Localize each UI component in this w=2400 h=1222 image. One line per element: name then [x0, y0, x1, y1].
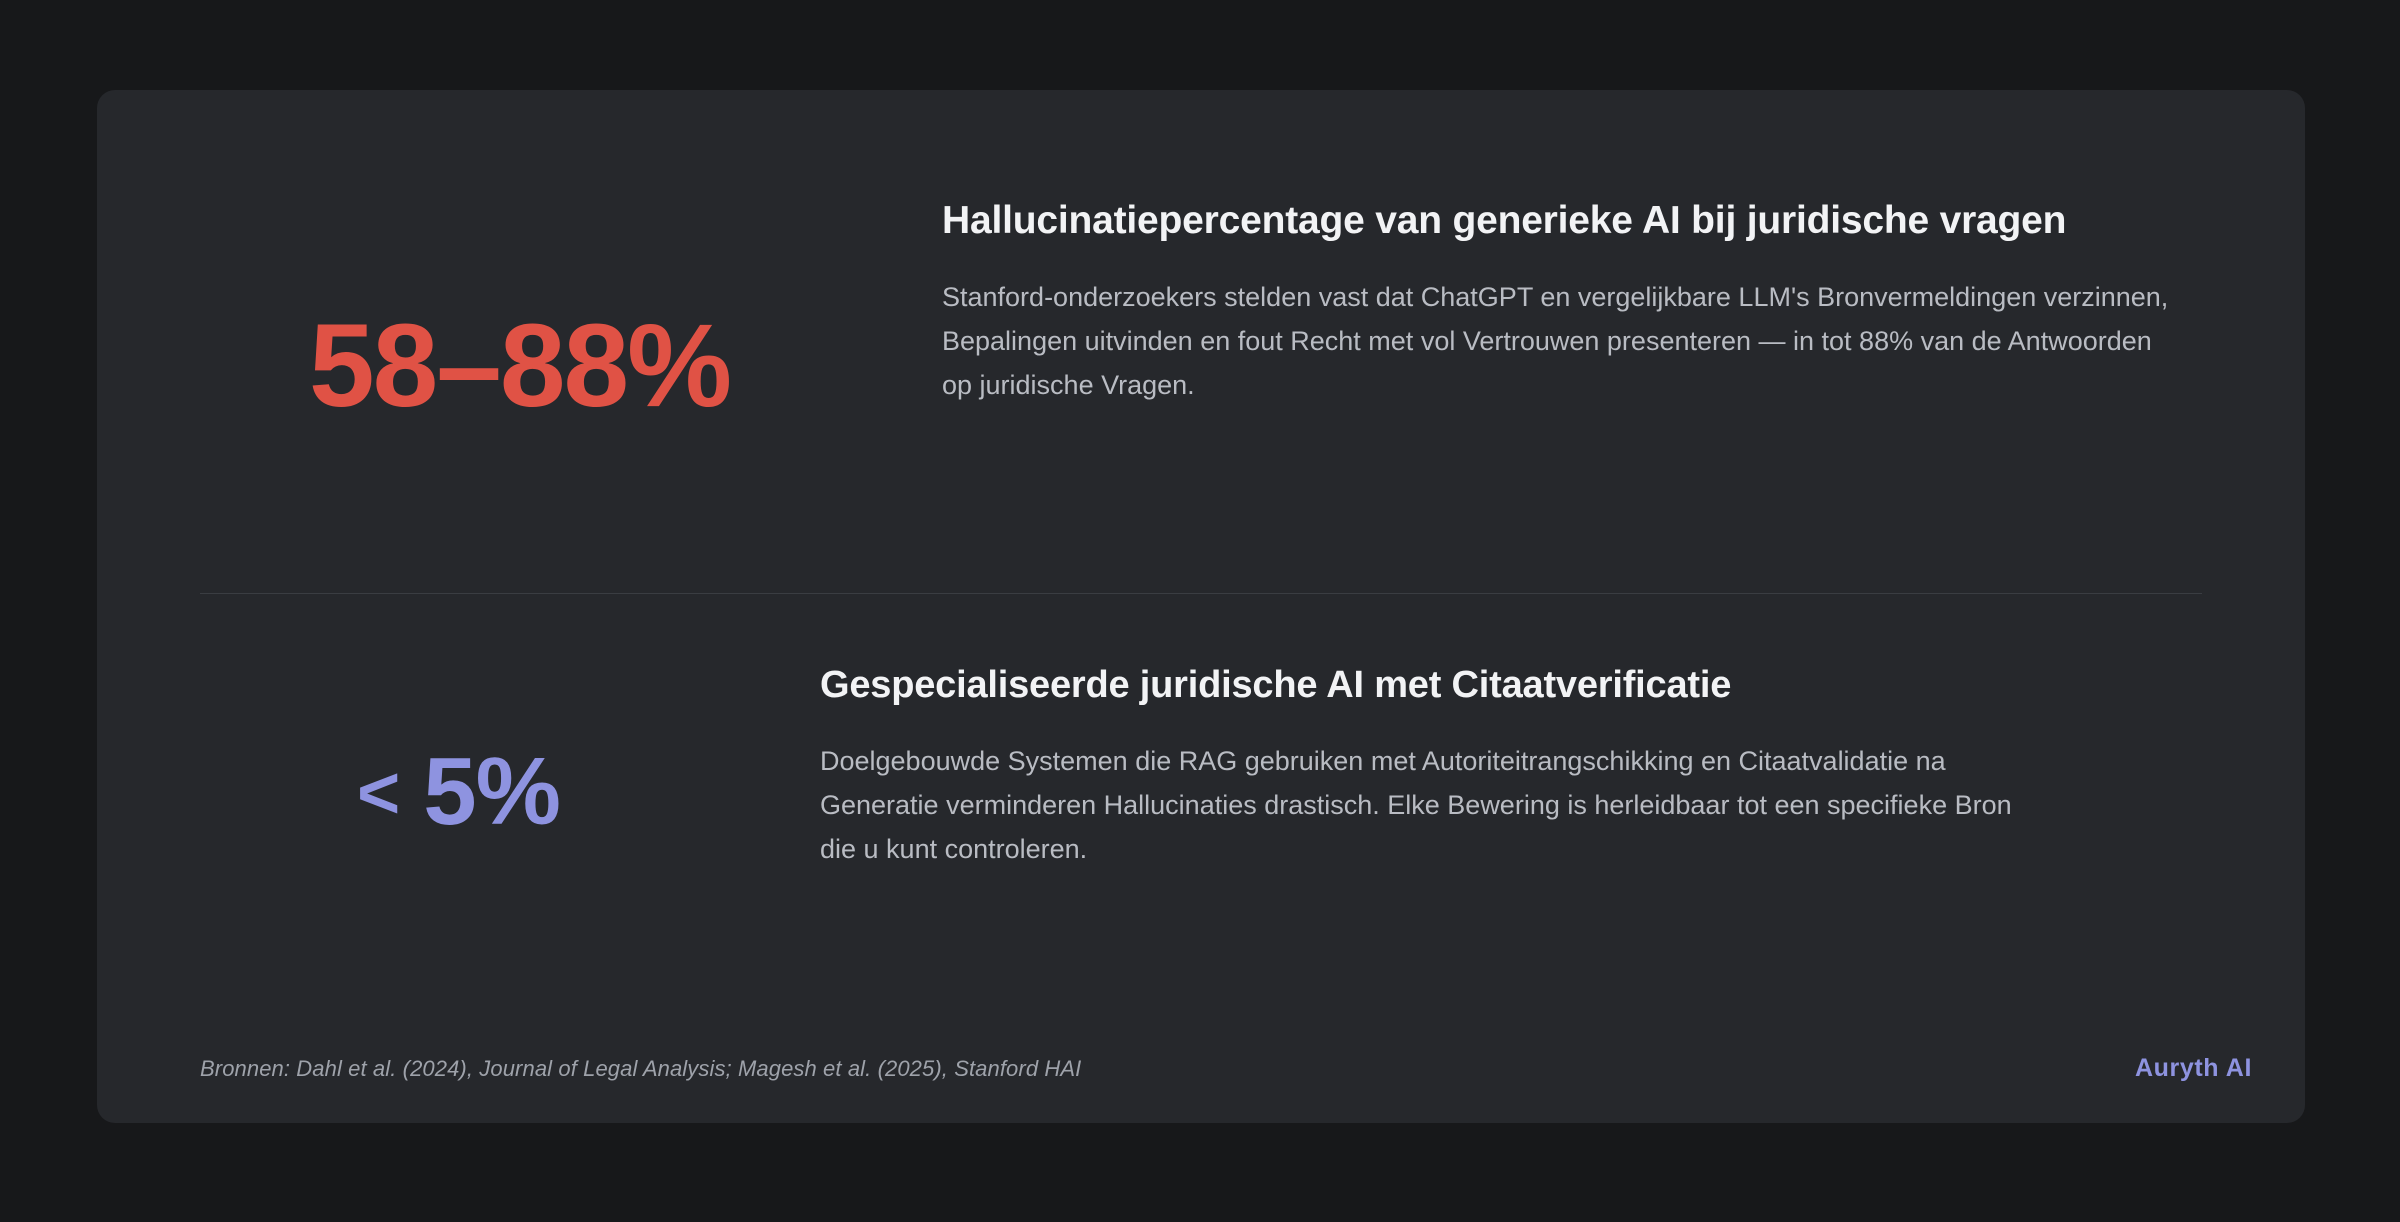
stat-block-specialized-ai [97, 660, 2305, 871]
stat-figure-value-specialized-ai: 5% [423, 738, 560, 845]
stat-headline-hallucination-rate: Hallucinatiepercentage van generieke AI bij juridische vragen [942, 199, 2067, 242]
stat-block-hallucination-rate [97, 90, 2305, 432]
stat-headline-specialized-ai: Gespecialiseerde juridische AI met Citaatverificatie [820, 664, 1732, 706]
stat-body-hallucination-rate: Stanford-onderzoekers stelden vast dat ChatGPT en vergelijkbare LLM's Bronvermeldingen verzinnen, Bepalingen uitvinden en fout Recht met vol Vertrouwen presenteren — in tot 88% van de Antwoorden op juridische Vragen. [942, 282, 2169, 400]
stat-card [97, 90, 2305, 1123]
section-divider [200, 593, 2202, 594]
less-than-icon: < [357, 751, 400, 834]
stat-figure-hallucination-rate: 58–88% [308, 300, 731, 432]
figure-column-top [97, 195, 942, 432]
text-column-bottom [820, 660, 2305, 871]
brand-wordmark: Auryth AI [2135, 1054, 2252, 1082]
stat-body-specialized-ai: Doelgebouwde Systemen die RAG gebruiken met Autoriteitrangschikking en Citaatvalidatie na Generatie verminderen Hallucinaties drastisch. Elke Bewering is herleidbaar tot een specifieke Bron die u kunt controleren. [820, 746, 2012, 864]
figure-column-bottom [97, 660, 820, 843]
sources-note: Bronnen: Dahl et al. (2024), Journal of Legal Analysis; Magesh et al. (2025), Stanford HAI [200, 1056, 1082, 1081]
text-column-top [942, 195, 2305, 408]
stat-figure-specialized-ai [357, 660, 560, 843]
